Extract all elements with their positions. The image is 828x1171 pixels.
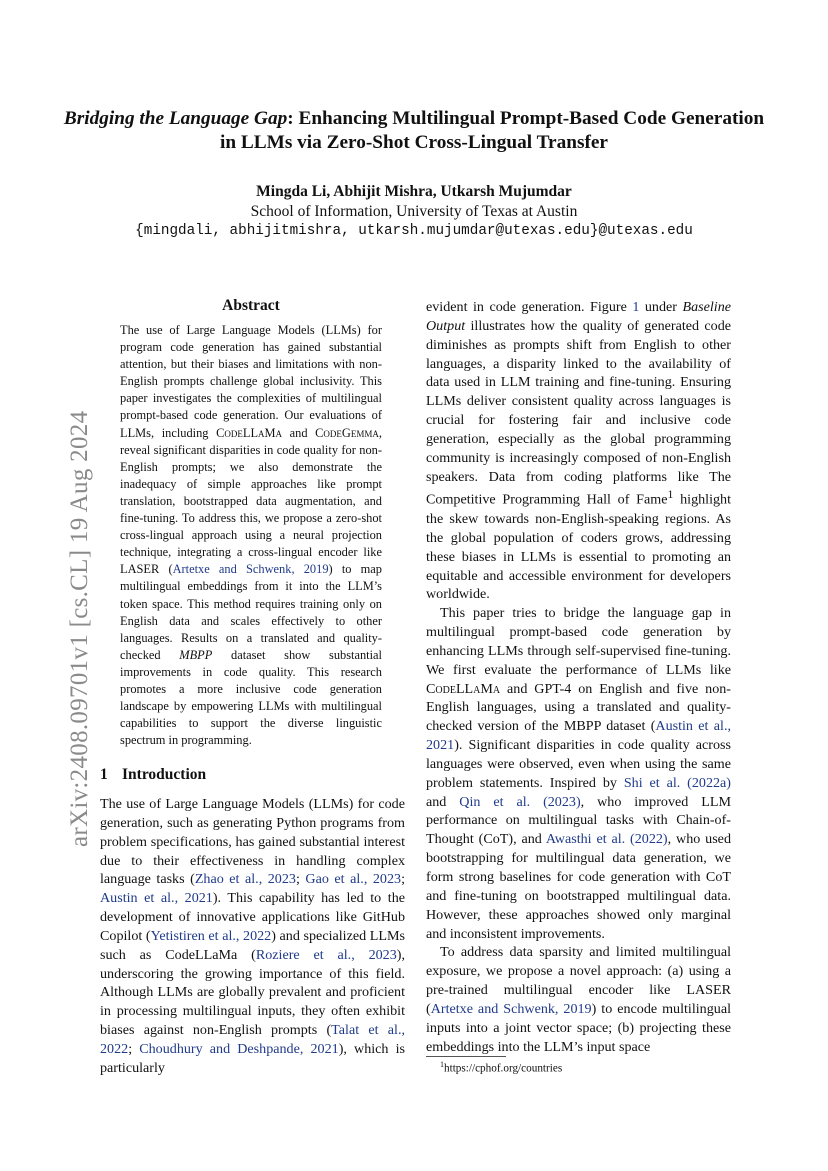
body-text: ) to encode multilingual inputs into a joint vector space; (b) projecting these embeddings into the LLM’s input space (426, 1000, 731, 1055)
affiliation: School of Information, University of Texas at Austin (250, 203, 578, 220)
body-text: under (639, 299, 683, 315)
body-codellama: CodeLLaMa (426, 680, 501, 697)
footnote-marker[interactable]: 1 (667, 488, 674, 502)
body-text: , who used bootstrapping for multilingual data generation, we form strong baselines for code generation with CoT and fine-tuning on bootstrapped multilingual data. However, these approaches showed only marginal and inconsistent improvements. (426, 831, 731, 942)
introduction-paragraph (100, 795, 405, 1078)
paragraph (426, 943, 731, 1056)
section-heading-introduction (100, 766, 405, 784)
figure-link[interactable]: 1 (632, 299, 640, 315)
authors: Mingda Li, Abhijit Mishra, Utkarsh Mujumdar (256, 183, 572, 200)
body-text: illustrates how the quality of generated code diminishes as prompts shift from English to other languages, a disparity linked to the availability of data used in LLM training and fine-tuning. Ensuring LLMs deliver consistent quality across languages is crucial for fostering fair and inclusive code generation, especially as the global programming community is increasingly composed of non-English speakers. Data from coding platforms like The Competitive Programming Hall of Fame (426, 317, 731, 509)
intro-text: ) and specialized LLMs such as CodeLLaMa ( (100, 927, 405, 963)
body-text: highlight the skew towards non-English-speaking regions. As the global population of coders grows, addressing these biases in LLMs is essential to promoting an equitable and accessible environment for developers worldwide. (426, 492, 731, 603)
footnote (440, 1060, 730, 1075)
footnote-mark: 1 (440, 1060, 444, 1069)
abstract-text: dataset show substantial improvements in code quality. This research promotes a more inclusive code generation landscape by empowering LLMs with multilingual capabilities to support the diverse linguistic spectrum in programming. (120, 647, 382, 748)
intro-text: The use of Large Language Models (LLMs) for code generation, such as generating Python programs from problem specifications, has gained substantial interest due to their effectiveness in handling complex language tasks ( (100, 796, 405, 888)
citation-link[interactable]: Roziere et al., 2023 (255, 946, 397, 963)
title-italic: Bridging the Language Gap (63, 108, 288, 129)
intro-text: ; (128, 1040, 140, 1057)
arxiv-identifier: arXiv:2408.09701v1 [cs.CL] 19 Aug 2024 (66, 410, 93, 847)
abstract-mbpp: MBPP (179, 647, 213, 662)
intro-text: ), underscoring the growing importance of this field. Although LLMs are globally prevalent and proficient in processing multilingual inputs, they often exhibit biases against non-English prompts ( (100, 946, 405, 1039)
body-text: and (426, 793, 460, 810)
body-text: ). Significant disparities in code quality across languages were observed, even when using the same problem statements. Inspired by (426, 737, 731, 791)
abstract-text: ) to map multilingual embeddings from it into the LLM’s token space. This method requires training only on English data and scales effectively to other languages. Results on a translated and quality-checked (120, 562, 383, 662)
abstract-codellama: CodeLLaMa (216, 425, 283, 440)
citation-link[interactable]: Zhao et al., 2023 (194, 871, 296, 888)
body-text: and GPT-4 on English and five non-English languages, using a translated and quality-checked version of the MBPP dataset ( (426, 680, 731, 735)
intro-text: ), which is particularly (100, 1040, 406, 1076)
paragraph (426, 604, 731, 943)
body-text: , who improved LLM performance on multilingual tasks with Chain-of-Thought (CoT), and (426, 793, 731, 848)
citation-link[interactable]: Austin et al., 2021 (100, 890, 213, 907)
right-column (426, 298, 731, 1056)
intro-text: ; (295, 871, 306, 888)
abstract-text: , reveal significant disparities in code quality for non-English prompts; we also demonstrate the inadequacy of simple approaches like prompt translation, bootstrapped data augmentation, and fine-tuning. To address this, we propose a zero-shot cross-lingual approach using a neural projection technique, integrating a cross-lingual encoder like LASER ( (120, 425, 382, 577)
citation-link[interactable]: Shi et al. (2022a) (623, 774, 731, 791)
arxiv-sidebar (22, 360, 93, 850)
body-text: This paper tries to bridge the language gap in multilingual prompt-based code generation by enhancing LLMs through self-supervised fine-tuning. We first evaluate the performance of LLMs like (426, 605, 731, 678)
paper-title (60, 107, 768, 155)
section-number: 1 (100, 766, 108, 783)
body-text: evident in code generation. Figure (426, 299, 633, 315)
citation-link[interactable]: Choudhury and Deshpande, 2021 (139, 1040, 339, 1057)
citation-link[interactable]: Yetistiren et al., 2022 (150, 927, 272, 944)
paragraph (426, 298, 731, 604)
abstract-body (120, 322, 382, 749)
title-rest: : Enhancing Multilingual Prompt-Based Code Generation in LLMs via Zero-Shot Cross-Lingual Transfer (220, 108, 765, 153)
abstract-text: and (282, 425, 316, 440)
citation-link[interactable]: Talat et al., 2022 (100, 1022, 406, 1057)
footnote-divider (426, 1056, 506, 1057)
body-text: To address data sparsity and limited multilingual exposure, we propose a novel approach: (a) using a pre-trained multilingual encoder like LASER ( (426, 944, 731, 1017)
abstract-codegemma: CodeGemma (315, 425, 379, 440)
email-address[interactable]: {mingdali, abhijitmishra, utkarsh.mujumdar@utexas.edu}@utexas.edu (135, 223, 693, 239)
abstract-heading: Abstract (222, 297, 280, 314)
citation-link[interactable]: Artetxe and Schwenk, 2019 (172, 562, 329, 577)
footnote-url[interactable]: https://cphof.org/countries (444, 1062, 563, 1075)
intro-text: ). This capability has led to the development of innovative applications like GitHub Copilot ( (100, 890, 405, 944)
citation-link[interactable]: Artetxe and Schwenk, 2019 (430, 1000, 592, 1017)
citation-link[interactable]: Austin et al., 2021 (426, 718, 731, 754)
abstract-text: The use of Large Language Models (LLMs) for program code generation has gained substantial attention, but their biases and limitations with non-English prompts challenge global inclusivity. This paper investigates the complexities of multilingual prompt-based code generation. Our evaluations of LLMs, including (120, 323, 382, 440)
citation-link[interactable]: Qin et al. (2023) (459, 793, 581, 810)
section-title: Introduction (122, 766, 207, 783)
citation-link[interactable]: Gao et al., 2023 (305, 871, 402, 888)
citation-link[interactable]: Awasthi et al. (2022) (545, 831, 668, 848)
body-italic: Baseline Output (426, 299, 732, 334)
intro-text: ; (401, 871, 405, 888)
